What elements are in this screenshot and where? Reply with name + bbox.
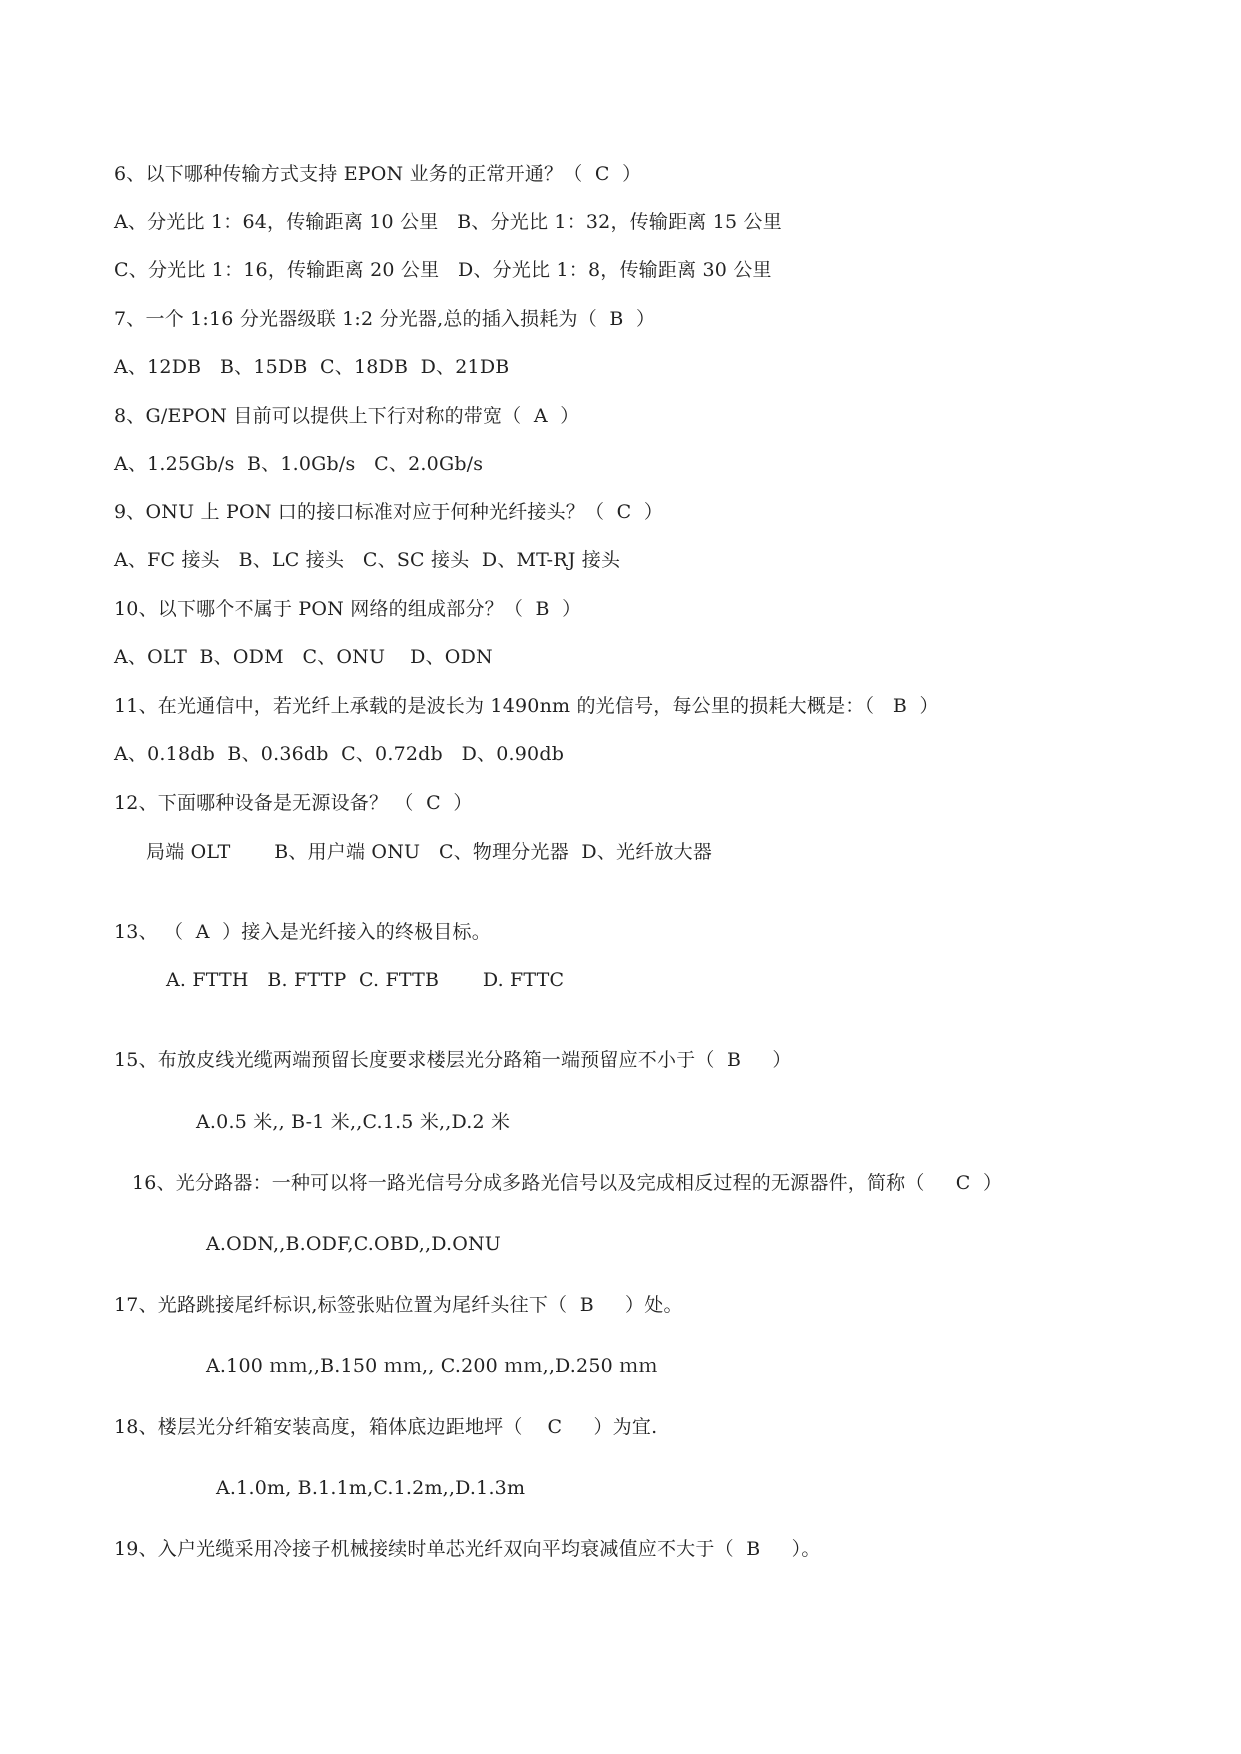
question-6-options-cd: C、分光比 1：16，传输距离 20 公里 D、分光比 1：8，传输距离 30 公里 bbox=[114, 259, 772, 281]
question-11: 11、在光通信中，若光纤上承载的是波长为 1490nm 的光信号，每公里的损耗大概是：（ B ） bbox=[114, 695, 939, 717]
question-15: 15、布放皮线光缆两端预留长度要求楼层光分路箱一端预留应不小于（ B ） bbox=[114, 1049, 792, 1071]
question-7: 7、一个 1:16 分光器级联 1:2 分光器,总的插入损耗为（ B ） bbox=[114, 308, 656, 330]
question-7-options: A、12DB B、15DB C、18DB D、21DB bbox=[114, 356, 510, 378]
question-8: 8、G/EPON 目前可以提供上下行对称的带宽（ A ） bbox=[114, 405, 580, 427]
question-9: 9、ONU 上 PON 口的接口标准对应于何种光纤接头？（ C ） bbox=[114, 501, 664, 523]
question-15-options: A.0.5 米,, B-1 米,,C.1.5 米,,D.2 米 bbox=[196, 1111, 511, 1133]
question-6-options-ab: A、分光比 1：64，传输距离 10 公里 B、分光比 1：32，传输距离 15 公里 bbox=[114, 211, 782, 233]
question-17: 17、光路跳接尾纤标识,标签张贴位置为尾纤头往下（ B ）处。 bbox=[114, 1294, 683, 1316]
question-8-options: A、1.25Gb/s B、1.0Gb/s C、2.0Gb/s bbox=[114, 453, 484, 475]
question-13: 13、 （ A ）接入是光纤接入的终极目标。 bbox=[114, 921, 491, 943]
question-16: 16、光分路器：一种可以将一路光信号分成多路光信号以及完成相反过程的无源器件，简称（ C ） bbox=[132, 1172, 1003, 1194]
question-10: 10、以下哪个不属于 PON 网络的组成部分？（ B ） bbox=[114, 598, 582, 620]
question-10-options: A、OLT B、ODM C、ONU D、ODN bbox=[114, 646, 493, 668]
question-9-options: A、FC 接头 B、LC 接头 C、SC 接头 D、MT-RJ 接头 bbox=[114, 549, 621, 571]
question-11-options: A、0.18db B、0.36db C、0.72db D、0.90db bbox=[114, 743, 565, 765]
question-19: 19、入户光缆采用冷接子机械接续时单芯光纤双向平均衰减值应不大于（ B ）。 bbox=[114, 1538, 821, 1560]
question-18-options: A.1.0m, B.1.1m,C.1.2m,,D.1.3m bbox=[216, 1477, 526, 1499]
question-12-options: 局端 OLT B、用户端 ONU C、物理分光器 D、光纤放大器 bbox=[146, 841, 713, 863]
question-16-options: A.ODN,,B.ODF,C.OBD,,D.ONU bbox=[206, 1233, 502, 1255]
question-17-options: A.100 ｍｍ,,B.150 ｍｍ,, C.200 ｍｍ,,D.250 ｍｍ bbox=[206, 1355, 658, 1377]
question-6: 6、以下哪种传输方式支持 EPON 业务的正常开通？（ C ） bbox=[114, 163, 642, 185]
question-18: 18、楼层光分纤箱安装高度，箱体底边距地坪（ C ）为宜. bbox=[114, 1416, 658, 1438]
question-12: 12、下面哪种设备是无源设备？ （ C ） bbox=[114, 792, 473, 814]
question-13-options: A. FTTH B. FTTP C. FTTB D. FTTC bbox=[166, 969, 565, 991]
